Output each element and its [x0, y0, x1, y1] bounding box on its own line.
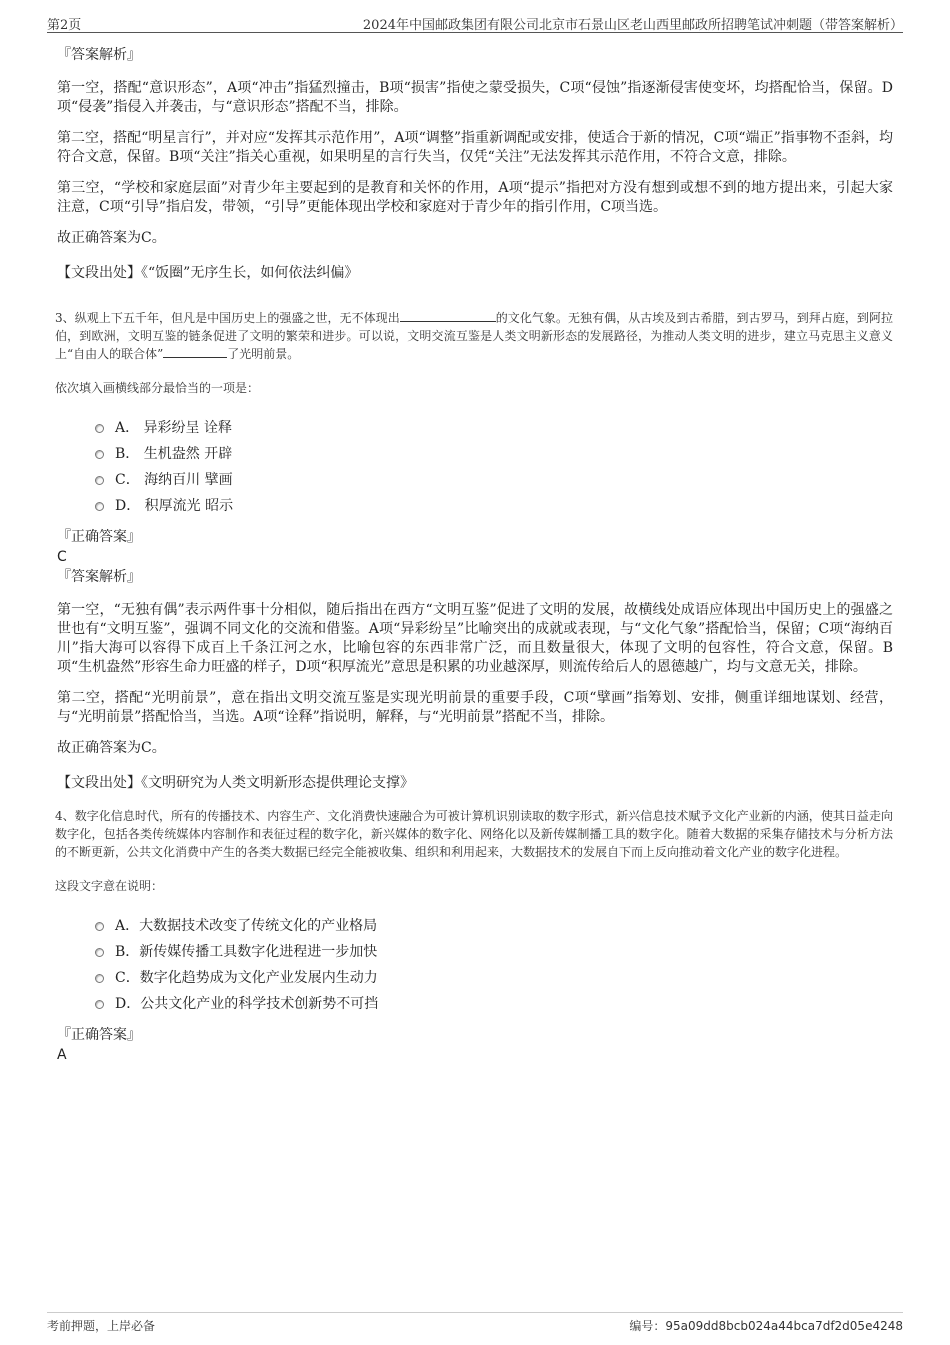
correct-answer: C — [57, 549, 67, 565]
final-answer-statement: 故正确答案为C。 — [57, 740, 166, 756]
correct-answer-label: 『正确答案』 — [57, 1027, 141, 1043]
radio-button-icon[interactable] — [95, 502, 104, 511]
page-number: 第2页 — [47, 18, 82, 33]
document-id: 编号：95a09dd8bcb024a44bca7df2d05e4248 — [629, 1319, 903, 1333]
footer-slogan: 考前押题，上岸必备 — [47, 1319, 156, 1333]
text-source: 【文段出处】《文明研究为人类文明新形态提供理论支撑》 — [57, 775, 414, 791]
question-4-stem: 4、数字化信息时代，所有的传播技术、内容生产、文化消费快速融合为可被计算机识别读取的数字形式，新兴信息技术赋予文化产业新的内涵，使其日益走向数字化，包括各类传统媒体内容制作和表征过程的数字化，新兴媒体的数字化、网络化以及新传媒制播工具的数字化。随着大数据的采集存储技术与分析方法的不断更新，公共文化消费中产生的各类大数据已经完全能被收集、组织和利用起来，大数据技术的发展自下而上反向推动着文化产业的数字化进程。 — [55, 809, 893, 859]
document-title: 2024年中国邮政集团有限公司北京市石景山区老山西里邮政所招聘笔试冲刺题（带答案解析） — [362, 18, 903, 33]
option-a[interactable]: A．大数据技术改变了传统文化的产业格局 — [95, 913, 893, 939]
question-4-options — [95, 913, 893, 1017]
option-d[interactable]: D． 积厚流光 昭示 — [95, 493, 893, 519]
correct-answer: A — [57, 1047, 67, 1063]
option-b[interactable]: B．新传媒传播工具数字化进程进一步加快 — [95, 939, 893, 965]
fill-blank-1 — [400, 309, 496, 322]
page-header — [47, 14, 903, 33]
page-footer — [47, 1312, 903, 1336]
explanation-paragraph: 第二空，搭配“光明前景”，意在指出文明交流互鉴是实现光明前景的重要手段，C项“擘画”指筹划、安排，侧重详细地谋划、经营，与“光明前景”搭配恰当，当选。A项“诠释”指说明，解释，与“光明前景”搭配不当，排除。 — [57, 690, 893, 725]
fill-blank-2 — [163, 345, 227, 358]
explanation-paragraph: 第一空，搭配“意识形态”，A项“冲击”指猛烈撞击，B项“损害”指使之蒙受损失，C项“侵蚀”指逐渐侵害使变坏，均搭配恰当，保留。D项“侵袭”指侵入并袭击，与“意识形态”搭配不当，排除。 — [57, 80, 893, 115]
option-c[interactable]: C．数字化趋势成为文化产业发展内生动力 — [95, 965, 893, 991]
explanation-paragraph: 第三空，“学校和家庭层面”对青少年主要起到的是教育和关怀的作用，A项“提示”指把对方没有想到或想不到的地方提出来，引起大家注意，C项“引导”指启发，带领，“引导”更能体现出学校和家庭对于青少年的指引作用，C项当选。 — [57, 180, 893, 215]
question-3-prompt: 依次填入画横线部分最恰当的一项是： — [55, 381, 260, 395]
question-3-stem: 3、纵观上下五千年，但凡是中国历史上的强盛之世，无不体现出 的文化气象。无独有偶，从古埃及到古希腊，到古罗马，到拜占庭，到阿拉伯，到欧洲，文明互鉴的链条促进了文明的繁荣和进步。可以说，文明交流互鉴是人类文明新形态的发展路径，为推动人类文明的进步，建立马克思主义意义上“自由人的联合体” 了光明前景。 — [55, 311, 893, 361]
text-source: 【文段出处】《“饭圈”无序生长，如何依法纠偏》 — [57, 265, 359, 281]
option-a[interactable]: A． 异彩纷呈 诠释 — [95, 415, 893, 441]
explanation-label: 『答案解析』 — [57, 47, 141, 63]
radio-button-icon[interactable] — [95, 476, 104, 485]
radio-button-icon[interactable] — [95, 974, 104, 983]
radio-button-icon[interactable] — [95, 922, 104, 931]
explanation-paragraph: 第一空，“无独有偶”表示两件事十分相似，随后指出在西方“文明互鉴”促进了文明的发展，故横线处成语应体现出中国历史上的强盛之世也有“文明互鉴”，强调不同文化的交流和借鉴。A项“异彩纷呈”比喻突出的成就或表现，与“文化气象”搭配恰当，保留；C项“海纳百川”指大海可以容得下成百上千条江河之水，比喻包容的东西非常广泛，而且数量很大，体现了文明的包容性，符合文意，保留。B项“生机盎然”形容生命力旺盛的样子，D项“积厚流光”意思是积累的功业越深厚，则流传给后人的恩德越广，均与文意无关，排除。 — [57, 602, 893, 675]
document-body — [57, 45, 893, 1065]
explanation-label: 『答案解析』 — [57, 569, 141, 585]
question-4-prompt: 这段文字意在说明： — [55, 879, 164, 893]
radio-button-icon[interactable] — [95, 948, 104, 957]
radio-button-icon[interactable] — [95, 424, 104, 433]
radio-button-icon[interactable] — [95, 1000, 104, 1009]
radio-button-icon[interactable] — [95, 450, 104, 459]
explanation-paragraph: 第二空，搭配“明星言行”，并对应“发挥其示范作用”，A项“调整”指重新调配或安排，使适合于新的情况，C项“端正”指事物不歪斜，均符合文意，保留。B项“关注”指关心重视，如果明星的言行失当，仅凭“关注”无法发挥其示范作用，不符合文意，排除。 — [57, 130, 893, 165]
option-c[interactable]: C． 海纳百川 擘画 — [95, 467, 893, 493]
option-b[interactable]: B． 生机盎然 开辟 — [95, 441, 893, 467]
question-3-options — [95, 415, 893, 519]
correct-answer-label: 『正确答案』 — [57, 529, 141, 545]
option-d[interactable]: D．公共文化产业的科学技术创新势不可挡 — [95, 991, 893, 1017]
final-answer-statement: 故正确答案为C。 — [57, 230, 166, 246]
